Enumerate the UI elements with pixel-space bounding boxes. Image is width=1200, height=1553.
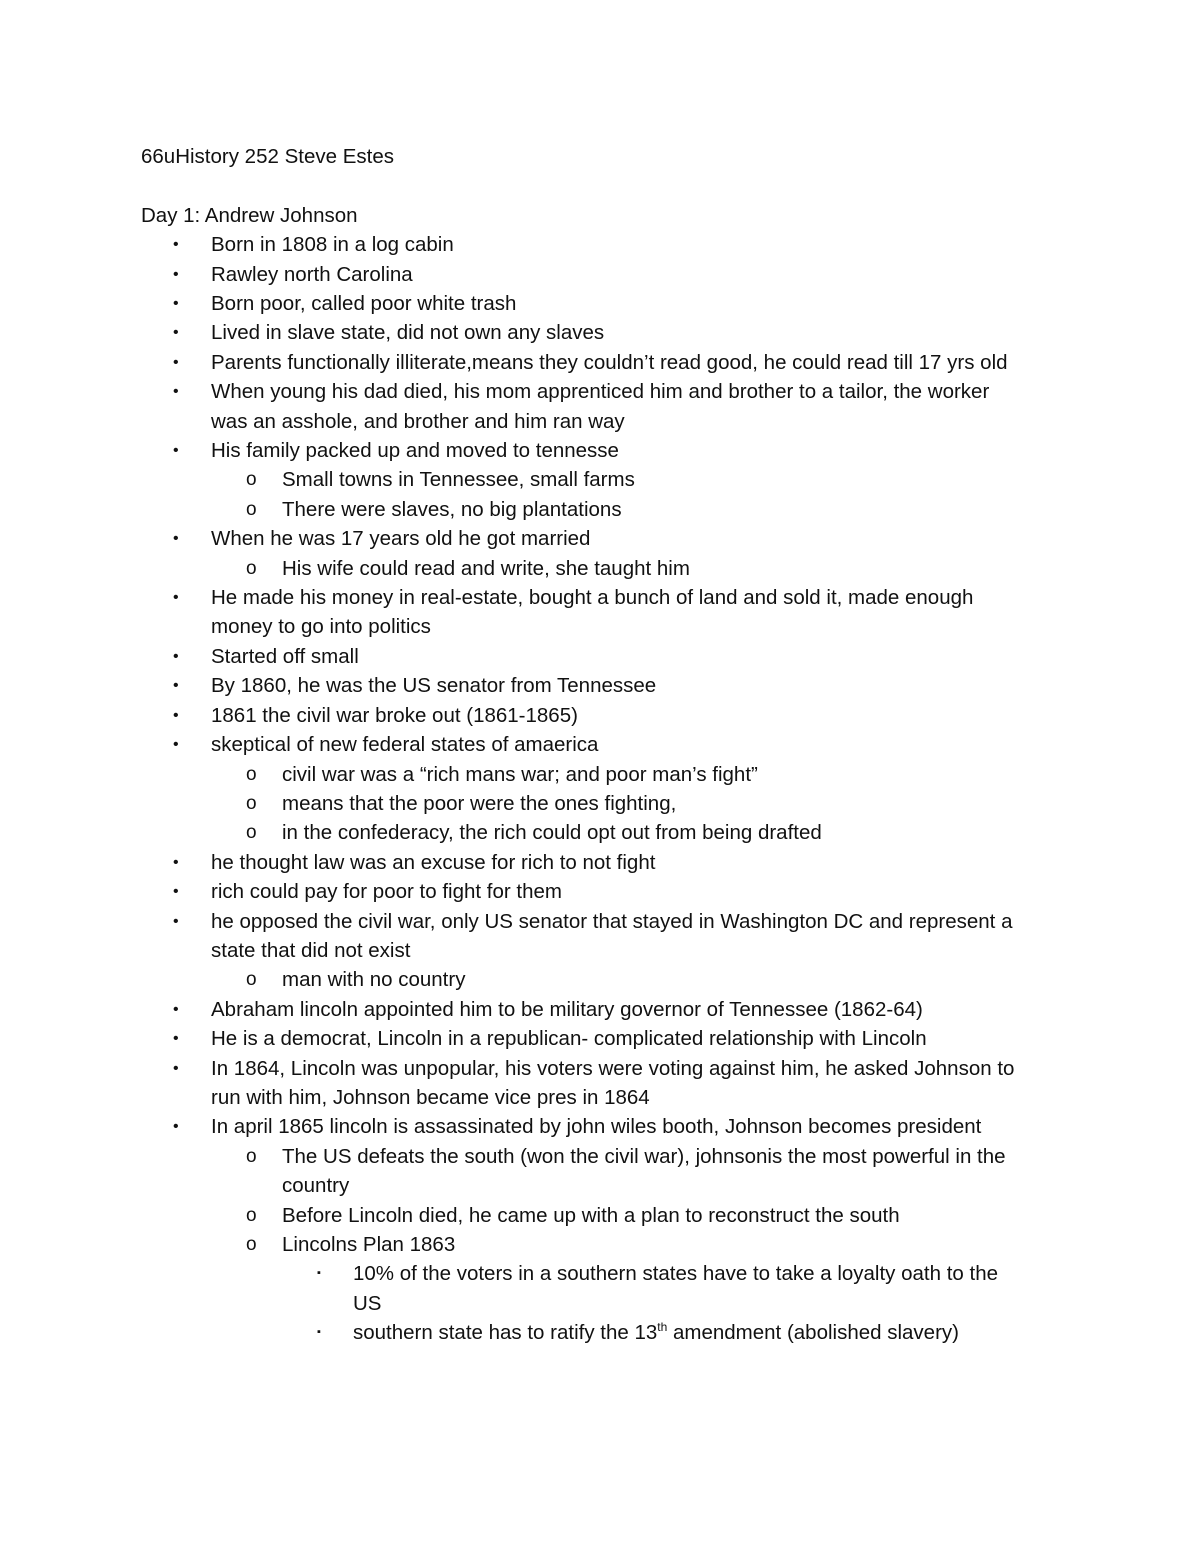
bullet-circle-icon: o [246,822,257,844]
note-item-level-1 [141,671,1070,700]
note-text: When he was 17 years old he got married [211,527,591,551]
note-item-level-3 [141,1289,1070,1318]
note-text: In 1864, Lincoln was unpopular, his voters were voting against him, he asked Johnson to [211,1056,1015,1080]
note-item-level-1 [141,1054,1070,1083]
note-text: Parents functionally illiterate,means they couldn’t read good, he could read till 17 yrs old [211,350,1008,374]
note-item-level-1 [141,907,1070,936]
bullet-circle-icon: o [246,469,257,491]
bullet-disc-icon: • [173,530,179,548]
bullet-disc-icon: • [173,236,179,254]
bullet-disc-icon: • [173,265,179,283]
note-item-level-2 [141,495,1070,524]
note-item-level-3 [141,1318,1070,1347]
note-text: Before Lincoln died, he came up with a plan to reconstruct the south [282,1203,900,1227]
note-text: Rawley north Carolina [211,262,413,286]
note-text-continued: amendment (abolished slavery) [667,1321,959,1345]
bullet-disc-icon: • [173,883,179,901]
note-item-level-2 [141,554,1070,583]
bullet-disc-icon: • [173,1000,179,1018]
bullet-circle-icon: o [246,557,257,579]
note-text: 10% of the voters in a southern states have to take a loyalty oath to the [353,1262,999,1286]
note-item-level-1 [141,995,1070,1024]
bullet-disc-icon: • [173,324,179,342]
note-item-level-1 [141,730,1070,759]
note-item-level-2 [141,760,1070,789]
bullet-disc-icon: • [173,442,179,460]
bullet-disc-icon: • [173,706,179,724]
note-text: man with no country [282,968,466,992]
note-text: Born in 1808 in a log cabin [211,233,454,257]
note-text: skeptical of new federal states of amaerica [211,733,599,757]
note-text: His wife could read and write, she taught him [282,556,690,580]
bullet-disc-icon: • [173,383,179,401]
bullet-circle-icon: o [246,763,257,785]
bullet-disc-icon: • [173,589,179,607]
note-item-level-2 [141,465,1070,494]
bullet-disc-icon: • [173,677,179,695]
note-text: When young his dad died, his mom apprenticed him and brother to a tailor, the worker [211,380,990,404]
note-item-level-2 [141,789,1070,818]
note-item-level-2 [141,1230,1070,1259]
note-text: was an asshole, and brother and him ran way [211,409,625,433]
note-item-level-1 [141,436,1070,465]
note-text: rich could pay for poor to fight for them [211,880,562,904]
note-text: He made his money in real-estate, bought a bunch of land and sold it, made enough [211,586,974,610]
note-item-level-1 [141,260,1070,289]
note-item-level-1 [141,524,1070,553]
note-text: he thought law was an excuse for rich to not fight [211,850,656,874]
note-text: Lincolns Plan 1863 [282,1233,456,1257]
bullet-circle-icon: o [246,1145,257,1167]
note-item-level-1 [141,612,1070,641]
note-item-level-1 [141,1083,1070,1112]
note-item-level-1 [141,407,1070,436]
bullet-circle-icon: o [246,969,257,991]
note-item-level-2 [141,1201,1070,1230]
note-text: state that did not exist [211,938,411,962]
document-title: 66uHistory 252 Steve Estes [141,145,394,168]
note-text: Started off small [211,644,359,668]
note-item-level-1 [141,877,1070,906]
note-text: There were slaves, no big plantations [282,497,622,521]
bullet-disc-icon: • [173,647,179,665]
note-text: country [282,1174,350,1198]
note-item-level-1 [141,289,1070,318]
note-text: Small towns in Tennessee, small farms [282,468,635,492]
note-item-level-2 [141,965,1070,994]
note-text: southern state has to ratify the 13 [353,1321,658,1345]
note-text: By 1860, he was the US senator from Tennessee [211,674,657,698]
note-item-level-2 [141,1142,1070,1171]
note-text: His family packed up and moved to tennesse [211,439,619,463]
note-item-level-3 [141,1259,1070,1288]
note-text: civil war was a “rich mans war; and poor man’s fight” [282,762,758,786]
note-text: 1861 the civil war broke out (1861-1865) [211,703,578,727]
section-heading: Day 1: Andrew Johnson [141,203,358,227]
note-item-level-1 [141,583,1070,612]
note-text: Born poor, called poor white trash [211,292,517,316]
bullet-circle-icon: o [246,792,257,814]
note-item-level-2 [141,1171,1070,1200]
note-text: in the confederacy, the rich could opt out from being drafted [282,821,822,845]
note-item-level-2 [141,818,1070,847]
note-item-level-1 [141,318,1070,347]
note-text: means that the poor were the ones fighting, [282,791,677,815]
bullet-disc-icon: • [173,736,179,754]
note-item-level-1 [141,1112,1070,1141]
note-text: he opposed the civil war, only US senator that stayed in Washington DC and represent a [211,909,1013,933]
note-item-level-1 [141,1024,1070,1053]
note-text: In april 1865 lincoln is assassinated by john wiles booth, Johnson becomes president [211,1115,982,1139]
bullet-circle-icon: o [246,498,257,520]
note-text: He is a democrat, Lincoln in a republican- complicated relationship with Lincoln [211,1027,927,1051]
note-item-level-1 [141,701,1070,730]
note-item-level-1 [141,642,1070,671]
note-item-level-1 [141,348,1070,377]
note-item-level-1 [141,936,1070,965]
bullet-square-icon: ▪ [317,1267,321,1280]
notes-list [141,230,1070,1347]
note-text: Lived in slave state, did not own any slaves [211,321,605,345]
note-text: run with him, Johnson became vice pres in 1864 [211,1085,650,1109]
bullet-disc-icon: • [173,912,179,930]
note-item-level-1 [141,377,1070,406]
bullet-circle-icon: o [246,1234,257,1256]
bullet-disc-icon: • [173,853,179,871]
bullet-circle-icon: o [246,1204,257,1226]
note-text: US [353,1291,382,1315]
superscript: th [657,1320,668,1335]
bullet-disc-icon: • [173,1118,179,1136]
note-text: The US defeats the south (won the civil war), johnsonis the most powerful in the [282,1144,1006,1168]
bullet-disc-icon: • [173,295,179,313]
note-text: money to go into politics [211,615,431,639]
note-item-level-1 [141,848,1070,877]
bullet-square-icon: ▪ [317,1326,321,1339]
blank-line [141,171,1070,200]
note-text: Abraham lincoln appointed him to be military governor of Tennessee (1862-64) [211,997,923,1021]
bullet-disc-icon: • [173,353,179,371]
bullet-disc-icon: • [173,1030,179,1048]
bullet-disc-icon: • [173,1059,179,1077]
note-item-level-1 [141,230,1070,259]
